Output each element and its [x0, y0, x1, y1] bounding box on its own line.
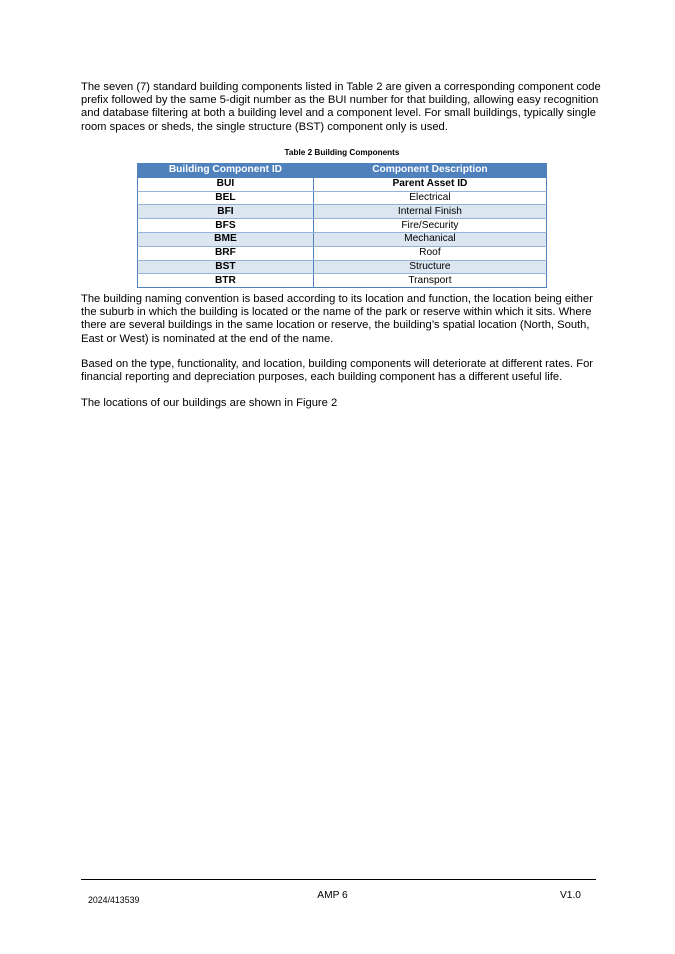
table-row: [138, 274, 547, 288]
component-description-cell: Mechanical: [313, 232, 546, 246]
table-header-row: [138, 164, 547, 178]
component-id-cell: BUI: [138, 177, 314, 191]
component-id-cell: BRF: [138, 246, 314, 260]
component-description-cell: Fire/Security: [313, 219, 546, 233]
component-description-cell: Internal Finish: [313, 205, 546, 219]
locations-paragraph: The locations of our buildings are shown in Figure 2: [81, 397, 338, 409]
table-row: [138, 191, 547, 205]
naming-convention-paragraph: The building naming convention is based according to its location and function, the location being either the suburb in which the building is located or the name of the park or reserve within which it sits. Where there are several buildings in the same location or reserve, the building’s spatial location (North, South, East or West) is nominated at the end of the name.: [81, 293, 593, 345]
component-id-cell: BEL: [138, 191, 314, 205]
table-row: [138, 232, 547, 246]
component-id-cell: BST: [138, 260, 314, 274]
component-description-cell: Parent Asset ID: [313, 177, 546, 191]
table-row: [138, 205, 547, 219]
component-description-cell: Transport: [313, 274, 546, 288]
footer-divider: [81, 879, 596, 880]
table-caption: Table 2 Building Components: [284, 148, 400, 157]
component-id-cell: BME: [138, 232, 314, 246]
table-row: [138, 260, 547, 274]
component-description-cell: Electrical: [313, 191, 546, 205]
column-header-component-id: Building Component ID: [138, 164, 314, 178]
component-id-cell: BFI: [138, 205, 314, 219]
table-row: [138, 219, 547, 233]
footer-version: V1.0: [560, 890, 581, 901]
column-header-component-description: Component Description: [313, 164, 546, 178]
building-components-table: [137, 163, 547, 288]
deterioration-paragraph: Based on the type, functionality, and location, building components will deteriorate at different rates. For financial reporting and depreciation purposes, each building component has a different useful life.: [81, 358, 594, 384]
footer-title: AMP 6: [317, 890, 348, 901]
intro-paragraph: The seven (7) standard building components listed in Table 2 are given a corresponding component code prefix followed by the same 5-digit number as the BUI number for that building, allowing easy recognition and database filtering at both a building level and a component level. For small buildings, typically single room spaces or sheds, the single structure (BST) component only is used.: [81, 81, 601, 133]
table-row: [138, 177, 547, 191]
component-id-cell: BTR: [138, 274, 314, 288]
footer-document-number: 2024/413539: [88, 895, 140, 905]
table-row: [138, 246, 547, 260]
component-description-cell: Structure: [313, 260, 546, 274]
component-id-cell: BFS: [138, 219, 314, 233]
component-description-cell: Roof: [313, 246, 546, 260]
